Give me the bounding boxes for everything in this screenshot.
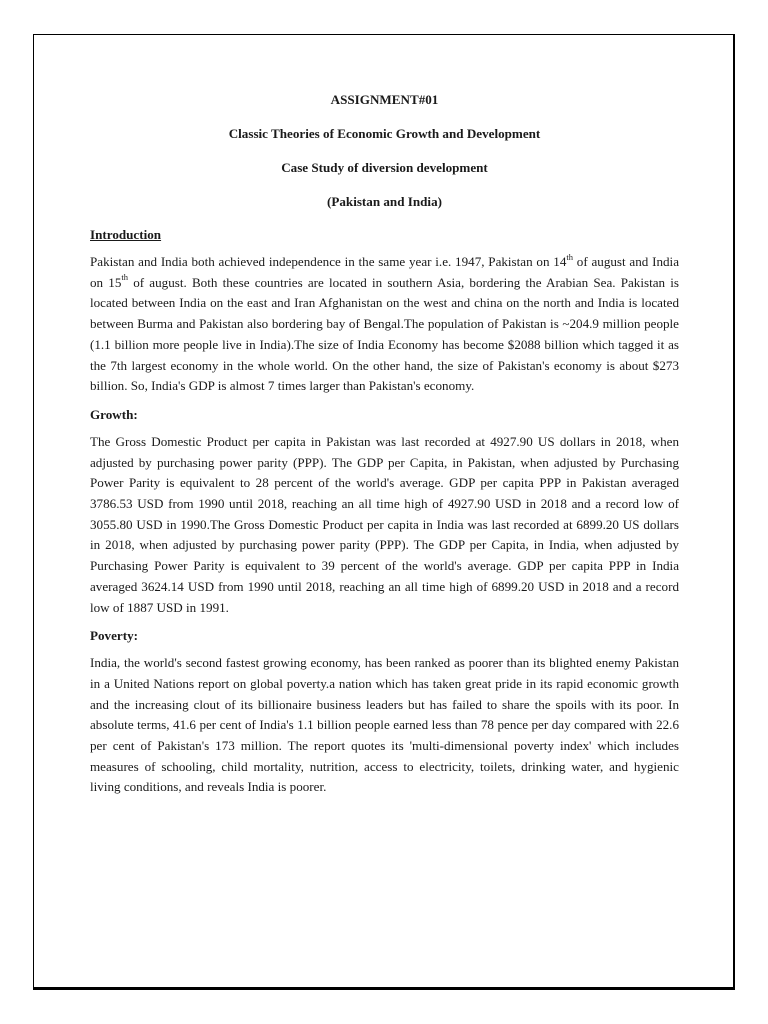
case-study-subtitle: Case Study of diversion development	[281, 160, 488, 175]
superscript-th-2: th	[121, 272, 129, 283]
superscript-th-1: th	[566, 251, 574, 262]
document-title: Classic Theories of Economic Growth and Development	[228, 126, 541, 141]
assignment-number: ASSIGNMENT#01	[330, 92, 439, 107]
growth-paragraph: The Gross Domestic Product per capita in Pakistan was last recorded at 4927.90 US dollars in 2018, when adjusted by purchasing power parity (PPP). The GDP per Capita, in Pakistan, when adjusted by Purchasing Power Parity is equivalent to 28 percent of the world's average. GDP per capita PPP in Pakistan averaged 3786.53 USD from 1990 until 2018, reaching an all time high of 4927.90 USD in 2018 and a record low of 3055.80 USD in 1990.The Gross Domestic Product per capita in India was last recorded at 6899.20 US dollars in 2018, when adjusted by purchasing power parity (PPP). The GDP per Capita, in India, when adjusted by Purchasing Power Parity is equivalent to 39 percent of the world's average. GDP per capita PPP in India averaged 3624.14 USD from 1990 until 2018, reaching an all time high of 6899.20 USD in 2018 and a record low of 1887 USD in 1991.	[90, 433, 679, 615]
growth-heading: Growth:	[90, 406, 138, 422]
intro-text-part-1: Pakistan and India both achieved independence in the same year i.e. 1947, Pakistan on 14	[90, 254, 567, 269]
countries-subtitle: (Pakistan and India)	[327, 194, 442, 209]
intro-text-part-2: of august and India on 15	[90, 254, 680, 290]
poverty-paragraph: India, the world's second fastest growing economy, has been ranked as poorer than its blighted enemy Pakistan in a United Nations report on global poverty.a nation which has taken great pride in its rapid economic growth and the increasing clout of its billionaire business leaders but has failed to share the spoils with its poor. In absolute terms, 41.6 per cent of India's 1.1 billion people earned less than 78 pence per day compared with 22.6 per cent of Pakistan's 173 million. The report quotes its 'multi-dimensional poverty index' which includes measures of schooling, child mortality, nutrition, access to electricity, toilets, drinking water, and hygienic living conditions, and reveals India is poorer.	[90, 655, 679, 795]
introduction-heading: Introduction	[90, 227, 162, 242]
poverty-heading: Poverty:	[90, 628, 138, 644]
intro-text-part-3: of august. Both these countries are located in southern Asia, bordering the Arabian Sea. Pakistan is located between India on the east and Iran Afghanistan on the west and china on the north and India is located between Burma and Pakistan also bordering bay of Bengal.The population of Pakistan is ~204.9 million people (1.1 billion more people live in India).The size of India Economy has become $2088 billion which tagged it as the 7th largest economy in the whole world. On the other hand, the size of Pakistan's economy is about $273 billion. So, India's GDP is almost 7 times larger than Pakistan's economy.	[90, 274, 680, 394]
document-body	[90, 92, 679, 798]
introduction-paragraph	[90, 252, 679, 397]
